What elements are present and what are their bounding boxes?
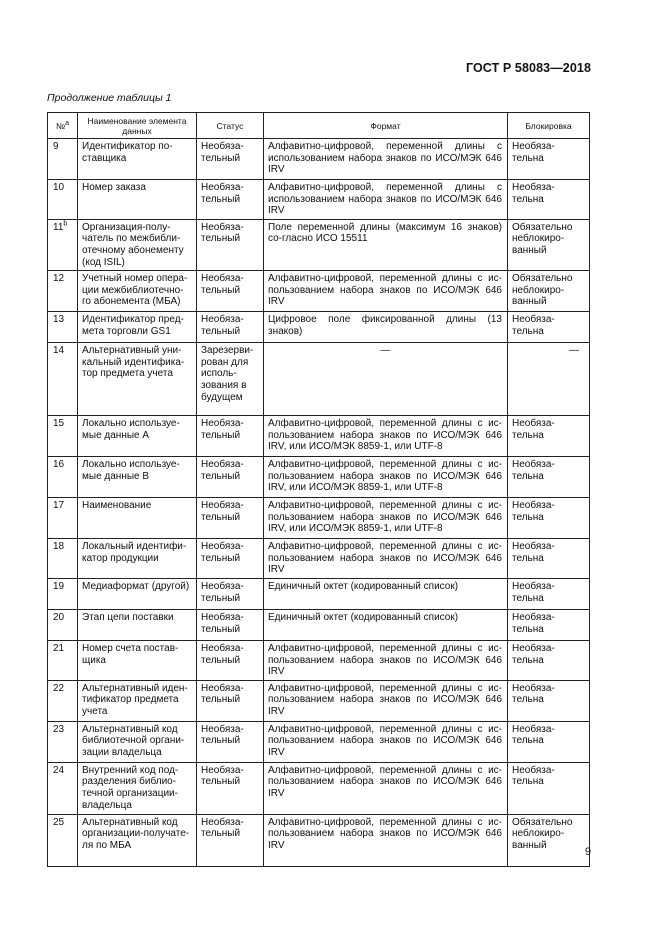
column-header-format: Формат <box>264 113 508 139</box>
cell-element-name: Альтернативный уни-кальный идентифика-тор предмета учета <box>78 343 197 416</box>
cell-element-name: Локальный идентифи-катор продукции <box>78 539 197 579</box>
table-row <box>48 539 590 579</box>
cell-element-name: Идентификатор пред-мета торговли GS1 <box>78 312 197 343</box>
cell-element-name: Альтернативный иден-тификатор предмета учета <box>78 680 197 721</box>
cell-status: Необяза-тельный <box>197 814 264 866</box>
cell-number: 22 <box>48 680 78 721</box>
cell-status: Необяза-тельный <box>197 271 264 312</box>
cell-format: Алфавитно-цифровой, переменной длины с ис-пользованием набора знаков по ИСО/МЭК 646 IRV <box>264 721 508 762</box>
cell-status: Необяза-тельный <box>197 416 264 457</box>
cell-lock: Обязательно неблокиро-ванный <box>508 271 590 312</box>
table-row <box>48 457 590 498</box>
table-caption: Продолжение таблицы 1 <box>47 92 172 104</box>
cell-format: Алфавитно-цифровой, переменной длины с использованием набора знаков по ИСО/МЭК 646 IRV <box>264 180 508 220</box>
cell-lock: Необяза-тельна <box>508 680 590 721</box>
cell-status: Необяза-тельный <box>197 498 264 539</box>
table-row <box>48 219 590 270</box>
cell-lock: Необяза-тельна <box>508 578 590 609</box>
table-row <box>48 721 590 762</box>
cell-status: Необяза-тельный <box>197 539 264 579</box>
cell-element-name: Номер счета постав-щика <box>78 640 197 680</box>
cell-number: 21 <box>48 640 78 680</box>
cell-format: Алфавитно-цифровой, переменной длины с ис-пользованием набора знаков по ИСО/МЭК 646 IRV <box>264 640 508 680</box>
table-row <box>48 498 590 539</box>
cell-format: Алфавитно-цифровой, переменной длины с ис-пользованием набора знаков по ИСО/МЭК 646 IRV <box>264 271 508 312</box>
cell-number: 25 <box>48 814 78 866</box>
data-elements-table <box>47 112 590 867</box>
table-row <box>48 578 590 609</box>
cell-element-name: Локально используе-мые данные В <box>78 457 197 498</box>
cell-element-name: Внутренний код под-разделения библио-течной организации-владельца <box>78 762 197 814</box>
cell-format: Алфавитно-цифровой, переменной длины с ис-пользованием набора знаков по ИСО/МЭК 646 IRV, или ИСО/МЭК 8859-1, или UTF-8 <box>264 498 508 539</box>
cell-lock: Необяза-тельна <box>508 539 590 579</box>
cell-status: Необяза-тельный <box>197 312 264 343</box>
column-header-name: Наименование элемента данных <box>78 113 197 139</box>
cell-status: Необяза-тельный <box>197 457 264 498</box>
cell-format: Алфавитно-цифровой, переменной длины с ис-пользованием набора знаков по ИСО/МЭК 646 IRV, или ИСО/МЭК 8859-1, или UTF-8 <box>264 416 508 457</box>
cell-lock: Необяза-тельна <box>508 180 590 220</box>
cell-format: Поле переменной длины (максимум 16 знаков) со-гласно ИСО 15511 <box>264 219 508 270</box>
column-header-lock: Блокировка <box>508 113 590 139</box>
cell-lock: Необяза-тельна <box>508 721 590 762</box>
cell-format: Алфавитно-цифровой, переменной длины с использованием набора знаков по ИСО/МЭК 646 IRV <box>264 139 508 180</box>
table-row <box>48 139 590 180</box>
table-row <box>48 343 590 416</box>
cell-number: 14 <box>48 343 78 416</box>
cell-lock: Необяза-тельна <box>508 762 590 814</box>
cell-status: Необяза-тельный <box>197 680 264 721</box>
cell-format: — <box>264 343 508 416</box>
cell-lock: — <box>508 343 590 416</box>
cell-element-name: Медиаформат (другой) <box>78 578 197 609</box>
cell-number: 19 <box>48 578 78 609</box>
table-row <box>48 640 590 680</box>
table-header-row <box>48 113 590 139</box>
cell-status: Необяза-тельный <box>197 139 264 180</box>
cell-element-name: Учетный номер опера-ции межбиблиотечно-го абонемента (МБА) <box>78 271 197 312</box>
cell-lock: Обязательно неблокиро-ванный <box>508 219 590 270</box>
table-row <box>48 814 590 866</box>
table-row <box>48 416 590 457</box>
cell-lock: Необяза-тельна <box>508 457 590 498</box>
cell-status: Зарезерви-рован для исполь-зования в будущем <box>197 343 264 416</box>
table-row <box>48 271 590 312</box>
cell-format: Алфавитно-цифровой, переменной длины с ис-пользованием набора знаков по ИСО/МЭК 646 IRV, или ИСО/МЭК 8859-1, или UTF-8 <box>264 457 508 498</box>
cell-status: Необяза-тельный <box>197 762 264 814</box>
table-row <box>48 180 590 220</box>
page-number: 9 <box>584 846 591 858</box>
cell-element-name: Идентификатор по-ставщика <box>78 139 197 180</box>
cell-format: Алфавитно-цифровой, переменной длины с ис-пользованием набора знаков по ИСО/МЭК 646 IRV <box>264 814 508 866</box>
column-header-status: Статус <box>197 113 264 139</box>
cell-status: Необяза-тельный <box>197 578 264 609</box>
cell-status: Необяза-тельный <box>197 219 264 270</box>
cell-number: 17 <box>48 498 78 539</box>
cell-lock: Необяза-тельна <box>508 312 590 343</box>
cell-number: 18 <box>48 539 78 579</box>
cell-element-name: Локально используе-мые данные А <box>78 416 197 457</box>
cell-number: 13 <box>48 312 78 343</box>
cell-element-name: Этап цепи поставки <box>78 609 197 640</box>
cell-element-name: Организация-полу-чатель по межбибли-отечному абонементу (код ISIL) <box>78 219 197 270</box>
cell-lock: Необяза-тельна <box>508 640 590 680</box>
table-row <box>48 762 590 814</box>
cell-lock: Обязательно неблокиро-ванный <box>508 814 590 866</box>
cell-status: Необяза-тельный <box>197 609 264 640</box>
cell-status: Необяза-тельный <box>197 640 264 680</box>
cell-lock: Необяза-тельна <box>508 416 590 457</box>
cell-number: 9 <box>48 139 78 180</box>
column-header-number: №$^а$ <box>48 113 78 139</box>
cell-number: 12 <box>48 271 78 312</box>
cell-element-name: Альтернативный код библиотечной органи-зации владельца <box>78 721 197 762</box>
cell-element-name: Альтернативный код организации-получате-ля по МБА <box>78 814 197 866</box>
cell-format: Единичный октет (кодированный список) <box>264 609 508 640</box>
cell-lock: Необяза-тельна <box>508 139 590 180</box>
cell-format: Алфавитно-цифровой, переменной длины с ис-пользованием набора знаков по ИСО/МЭК 646 IRV <box>264 680 508 721</box>
document-header: ГОСТ Р 58083—2018 <box>465 61 591 75</box>
table-row <box>48 609 590 640</box>
cell-number: 20 <box>48 609 78 640</box>
cell-lock: Необяза-тельна <box>508 498 590 539</box>
cell-status: Необяза-тельный <box>197 180 264 220</box>
table-row <box>48 312 590 343</box>
cell-number: 23 <box>48 721 78 762</box>
cell-format: Цифровое поле фиксированной длины (13 знаков) <box>264 312 508 343</box>
cell-format: Алфавитно-цифровой, переменной длины с ис-пользованием набора знаков по ИСО/МЭК 646 IRV <box>264 762 508 814</box>
cell-number: 16 <box>48 457 78 498</box>
cell-format: Единичный октет (кодированный список) <box>264 578 508 609</box>
cell-number: 11$^b$ <box>48 219 78 270</box>
cell-format: Алфавитно-цифровой, переменной длины с ис-пользованием набора знаков по ИСО/МЭК 646 IRV <box>264 539 508 579</box>
cell-number: 15 <box>48 416 78 457</box>
cell-lock: Необяза-тельна <box>508 609 590 640</box>
cell-element-name: Номер заказа <box>78 180 197 220</box>
cell-number: 10 <box>48 180 78 220</box>
cell-status: Необяза-тельный <box>197 721 264 762</box>
cell-number: 24 <box>48 762 78 814</box>
cell-element-name: Наименование <box>78 498 197 539</box>
table-row <box>48 680 590 721</box>
